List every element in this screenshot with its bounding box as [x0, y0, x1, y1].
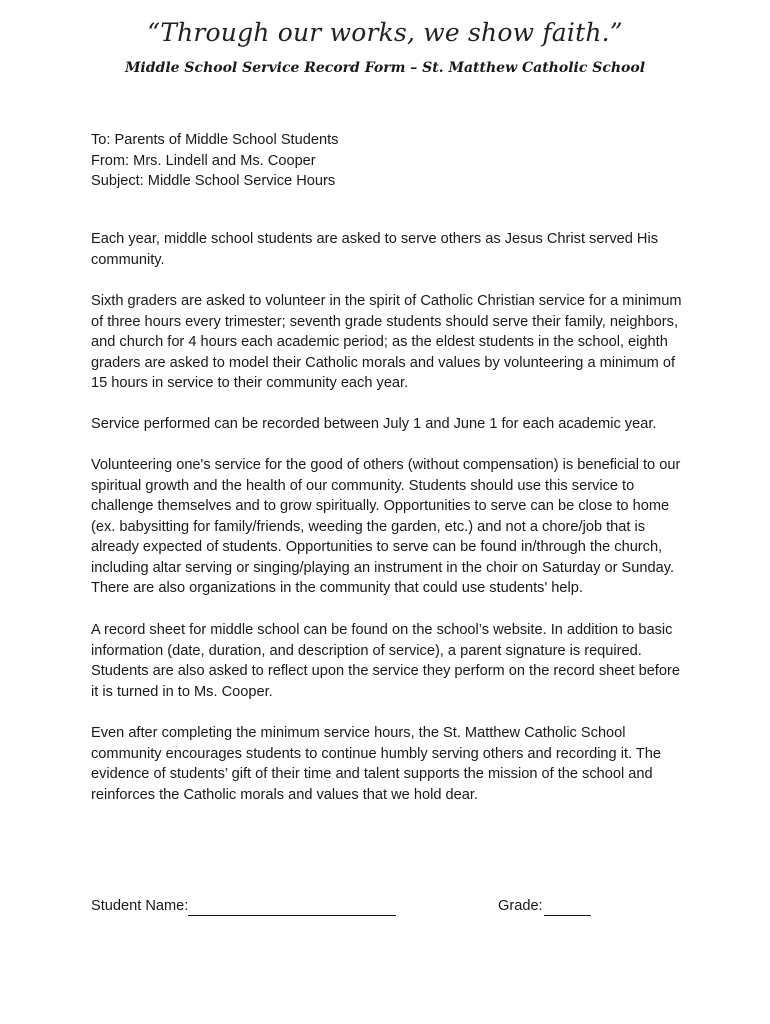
student-name-field[interactable] — [188, 915, 396, 916]
grade-label: Grade: — [498, 898, 543, 914]
paragraph-text: Even after completing the minimum service hours, the St. Matthew Catholic School community encourages students to continue humbly serving others and recording it. The evidence of students’ gift of their time and talent supports the mission of the school and reinforces the Catholic morals and values that we hold dear. — [91, 725, 662, 803]
memo-from: From: Mrs. Lindell and Ms. Cooper — [91, 152, 316, 169]
memo-header — [91, 130, 691, 192]
memo-subject: Subject: Middle School Service Hours — [91, 173, 336, 189]
paragraph-recording-period — [91, 414, 691, 435]
paragraph-text: Service performed can be recorded between July 1 and June 1 for each academic year. — [91, 416, 657, 432]
memo-to: To: Parents of Middle School Students — [91, 132, 339, 148]
paragraph-grade-requirements — [91, 291, 691, 394]
paragraph-record-sheet — [91, 620, 691, 702]
paragraph-text: Volunteering one's service for the good of others (without compensation) is beneficial to our spiritual growth and the health of our community. Students should use this service to challenge themselves and to grow spiritually. Opportunities to serve can be close to home (ex. babysitting for family/friends, weeding the garden, etc.) and not a chore/job that is already expected of students. Opportunities to serve can be found in/through the church, including altar serving or singing/playing an instrument in the choir on Saturday or Sunday. There are also organizations in the community that could use students' help. — [91, 457, 681, 596]
paragraph-volunteering — [91, 455, 691, 599]
paragraph-intro — [91, 229, 691, 270]
student-name-label: Student Name: — [91, 898, 189, 914]
paragraph-closing — [91, 723, 691, 805]
paragraph-text: Each year, middle school students are asked to serve others as Jesus Christ served His community. — [91, 231, 658, 268]
paragraph-text: A record sheet for middle school can be found on the school’s website. In addition to basic information (date, duration, and description of service), a parent signature is required. Students are also asked to reflect upon the service they perform on the record sheet before it is turned in to Ms. Cooper. — [91, 622, 680, 700]
paragraph-text: Sixth graders are asked to volunteer in the spirit of Catholic Christian service for a minimum of three hours every trimester; seventh grade students should serve their family, neighbors, and church for 4 hours each academic period; as the eldest students in the school, eighth graders are asked to model their Catholic morals and values by volunteering a minimum of 15 hours in service to their community each year. — [91, 293, 682, 391]
form-title: Middle School Service Record Form – St. Matthew Catholic School — [124, 60, 646, 76]
grade-field[interactable] — [544, 915, 591, 916]
motto-heading: “Through our works, we show faith.” — [147, 18, 623, 47]
